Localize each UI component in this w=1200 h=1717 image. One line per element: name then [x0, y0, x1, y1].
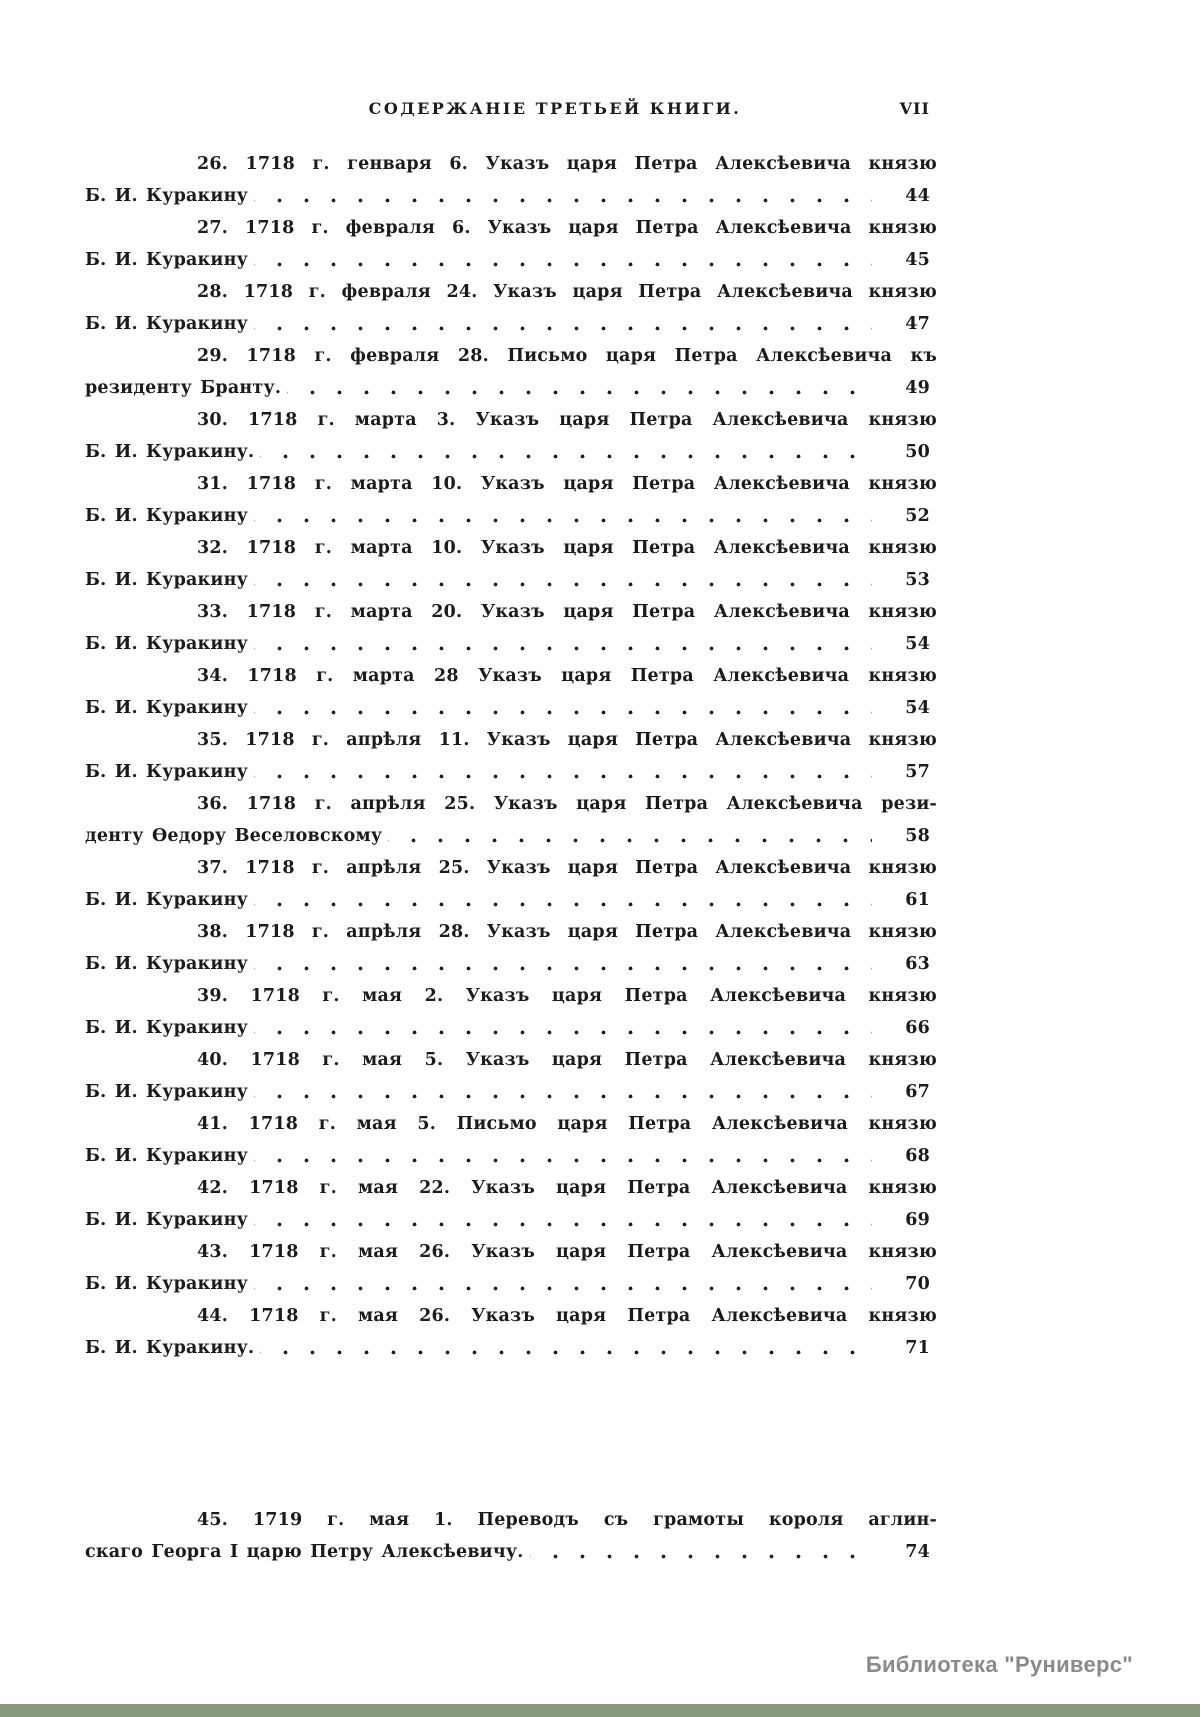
folio-page-number: VII — [899, 99, 930, 118]
entry-title-text: 31. 1718 г. марта 10. Указъ царя Петра Алексѣевича князю — [197, 474, 937, 494]
entry-continuation-text: Б. И. Куракину — [85, 1210, 248, 1230]
dot-leader — [254, 1140, 872, 1172]
entry-title-line — [85, 1300, 937, 1332]
toc-entry — [85, 468, 937, 532]
entry-page-number: 52 — [905, 506, 930, 526]
entry-title-line — [85, 532, 937, 564]
entry-page-number: 67 — [905, 1082, 930, 1102]
entry-continuation-line — [85, 1268, 930, 1300]
entry-continuation-line — [85, 564, 930, 596]
entry-continuation-text: денту Ѳедору Веселовскому — [85, 826, 383, 846]
entry-title-line — [85, 1108, 937, 1140]
running-header — [85, 99, 930, 135]
dot-leader — [254, 948, 872, 980]
entry-title-text: 30. 1718 г. марта 3. Указъ царя Петра Алексѣевича князю — [197, 410, 937, 430]
entry-title-line — [85, 468, 937, 500]
entry-title-text: 38. 1718 г. апрѣля 28. Указъ царя Петра Алексѣевича князю — [197, 922, 937, 942]
entry-continuation-text: Б. И. Куракину. — [85, 1338, 255, 1358]
entry-continuation-text: Б. И. Куракину — [85, 762, 248, 782]
entry-continuation-line — [85, 756, 930, 788]
entry-title-text: 42. 1718 г. мая 22. Указъ царя Петра Алексѣевича князю — [197, 1178, 937, 1198]
dot-leader — [254, 180, 872, 212]
entry-page-number: 71 — [905, 1338, 930, 1358]
entry-page-number: 74 — [905, 1542, 930, 1562]
entry-title-line — [85, 596, 937, 628]
toc-entry — [85, 340, 937, 404]
entry-continuation-text: Б. И. Куракину. — [85, 442, 255, 462]
entry-continuation-line — [85, 308, 930, 340]
entry-continuation-line — [85, 628, 930, 660]
entry-page-number: 50 — [905, 442, 930, 462]
toc-entries — [85, 148, 937, 1568]
library-watermark: Библиотека "Руниверс" — [865, 1652, 1133, 1677]
entry-title-text: 32. 1718 г. марта 10. Указъ царя Петра Алексѣевича князю — [197, 538, 937, 558]
entry-continuation-text: Б. И. Куракину — [85, 1018, 248, 1038]
toc-entry — [85, 1108, 937, 1172]
toc-entry — [85, 724, 937, 788]
entry-continuation-text: Б. И. Куракину — [85, 250, 248, 270]
entry-page-number: 58 — [905, 826, 930, 846]
toc-entry — [85, 1044, 937, 1108]
entry-title-line — [85, 276, 937, 308]
dot-leader — [260, 1332, 872, 1364]
entry-title-text: 41. 1718 г. мая 5. Письмо царя Петра Алексѣевича князю — [197, 1114, 937, 1134]
entry-title-line — [85, 660, 937, 692]
dot-leader — [530, 1536, 872, 1568]
entry-continuation-text: скаго Георга I царю Петру Алексѣевичу. — [85, 1542, 524, 1562]
entry-continuation-line — [85, 1012, 930, 1044]
entry-continuation-text: Б. И. Куракину — [85, 186, 248, 206]
entry-page-number: 54 — [905, 698, 930, 718]
entry-continuation-line — [85, 436, 930, 468]
entry-continuation-text: Б. И. Куракину — [85, 890, 248, 910]
entry-title-text: 33. 1718 г. марта 20. Указъ царя Петра Алексѣевича князю — [197, 602, 937, 622]
entry-page-number: 68 — [905, 1146, 930, 1166]
entry-title-line — [85, 340, 937, 372]
entry-page-number: 70 — [905, 1274, 930, 1294]
toc-entry — [85, 276, 937, 340]
toc-entry — [85, 660, 937, 724]
dot-leader — [254, 500, 872, 532]
entry-title-text: 26. 1718 г. генваря 6. Указъ царя Петра Алексѣевича князю — [197, 154, 937, 174]
entry-title-text: 28. 1718 г. февраля 24. Указъ царя Петра Алексѣевича князю — [197, 282, 937, 302]
entry-title-line — [85, 852, 937, 884]
entry-title-line — [85, 1044, 937, 1076]
entry-continuation-line — [85, 1140, 930, 1172]
entry-page-number: 54 — [905, 634, 930, 654]
toc-entry — [85, 212, 937, 276]
entry-page-number: 66 — [905, 1018, 930, 1038]
toc-entry — [85, 1300, 937, 1364]
toc-entry — [85, 916, 937, 980]
dot-leader — [287, 372, 872, 404]
entry-continuation-text: резиденту Бранту. — [85, 378, 282, 398]
entry-title-text: 40. 1718 г. мая 5. Указъ царя Петра Алексѣевича князю — [197, 1050, 937, 1070]
dot-leader — [254, 884, 872, 916]
dot-leader — [254, 692, 872, 724]
toc-entry — [85, 1172, 937, 1236]
dot-leader — [254, 1076, 872, 1108]
entry-title-text: 29. 1718 г. февраля 28. Письмо царя Петра Алексѣевича къ — [197, 346, 937, 366]
entry-continuation-text: Б. И. Куракину — [85, 954, 248, 974]
entry-title-line — [85, 1236, 937, 1268]
entry-title-line — [85, 404, 937, 436]
entry-title-text: 43. 1718 г. мая 26. Указъ царя Петра Алексѣевича князю — [197, 1242, 937, 1262]
entry-page-number: 63 — [905, 954, 930, 974]
entry-page-number: 47 — [905, 314, 930, 334]
entry-title-text: 36. 1718 г. апрѣля 25. Указъ царя Петра Алексѣевича рези- — [197, 794, 937, 814]
entry-page-number: 57 — [905, 762, 930, 782]
entry-page-number: 53 — [905, 570, 930, 590]
entry-title-line — [85, 980, 937, 1012]
entry-title-text: 39. 1718 г. мая 2. Указъ царя Петра Алексѣевича князю — [197, 986, 937, 1006]
dot-leader — [254, 1012, 872, 1044]
footer-bar — [0, 1704, 1200, 1717]
entry-continuation-line — [85, 1332, 930, 1364]
entry-title-line — [85, 1504, 937, 1536]
toc-entry — [85, 404, 937, 468]
entry-continuation-line — [85, 692, 930, 724]
entry-title-text: 35. 1718 г. апрѣля 11. Указъ царя Петра Алексѣевича князю — [197, 730, 937, 750]
entry-title-line — [85, 148, 937, 180]
entry-continuation-line — [85, 948, 930, 980]
entry-continuation-line — [85, 820, 930, 852]
entry-continuation-text: Б. И. Куракину — [85, 634, 248, 654]
entry-continuation-line — [85, 1076, 930, 1108]
dot-leader — [260, 436, 872, 468]
entry-title-text: 37. 1718 г. апрѣля 25. Указъ царя Петра Алексѣевича князю — [197, 858, 937, 878]
entry-continuation-line — [85, 884, 930, 916]
toc-entry — [85, 1504, 937, 1568]
dot-leader — [254, 628, 872, 660]
toc-entry — [85, 532, 937, 596]
entry-continuation-line — [85, 1536, 930, 1568]
entry-continuation-line — [85, 372, 930, 404]
entry-continuation-text: Б. И. Куракину — [85, 698, 248, 718]
scanned-page — [85, 99, 937, 1568]
entry-title-line — [85, 788, 937, 820]
entry-page-number: 49 — [905, 378, 930, 398]
entry-page-number: 69 — [905, 1210, 930, 1230]
dot-leader — [388, 820, 872, 852]
dot-leader — [254, 564, 872, 596]
toc-entry — [85, 1236, 937, 1300]
entry-continuation-text: Б. И. Куракину — [85, 506, 248, 526]
entry-title-text: 27. 1718 г. февраля 6. Указъ царя Петра Алексѣевича князю — [197, 218, 937, 238]
toc-entry — [85, 148, 937, 212]
entry-title-text: 45. 1719 г. мая 1. Переводъ съ грамоты короля аглин- — [197, 1510, 937, 1530]
entry-continuation-line — [85, 244, 930, 276]
entry-continuation-line — [85, 180, 930, 212]
entry-continuation-line — [85, 1204, 930, 1236]
dot-leader — [254, 244, 872, 276]
entry-continuation-line — [85, 500, 930, 532]
toc-entry — [85, 852, 937, 916]
entry-page-number: 44 — [905, 186, 930, 206]
entry-title-text: 44. 1718 г. мая 26. Указъ царя Петра Алексѣевича князю — [197, 1306, 937, 1326]
page-title: СОДЕРЖАНІЕ ТРЕТЬЕЙ КНИГИ. — [368, 99, 742, 118]
entry-page-number: 45 — [905, 250, 930, 270]
entry-title-text: 34. 1718 г. марта 28 Указъ царя Петра Алексѣевича князю — [197, 666, 937, 686]
entry-continuation-text: Б. И. Куракину — [85, 1274, 248, 1294]
toc-entry — [85, 788, 937, 852]
toc-entry — [85, 596, 937, 660]
dot-leader — [254, 308, 872, 340]
entry-page-number: 61 — [905, 890, 930, 910]
entry-continuation-text: Б. И. Куракину — [85, 1082, 248, 1102]
dot-leader — [254, 756, 872, 788]
entry-title-line — [85, 1172, 937, 1204]
entry-title-line — [85, 724, 937, 756]
entry-continuation-text: Б. И. Куракину — [85, 1146, 248, 1166]
entry-title-line — [85, 212, 937, 244]
toc-entry — [85, 980, 937, 1044]
entry-continuation-text: Б. И. Куракину — [85, 570, 248, 590]
entry-continuation-text: Б. И. Куракину — [85, 314, 248, 334]
entry-title-line — [85, 916, 937, 948]
dot-leader — [254, 1204, 872, 1236]
dot-leader — [254, 1268, 872, 1300]
